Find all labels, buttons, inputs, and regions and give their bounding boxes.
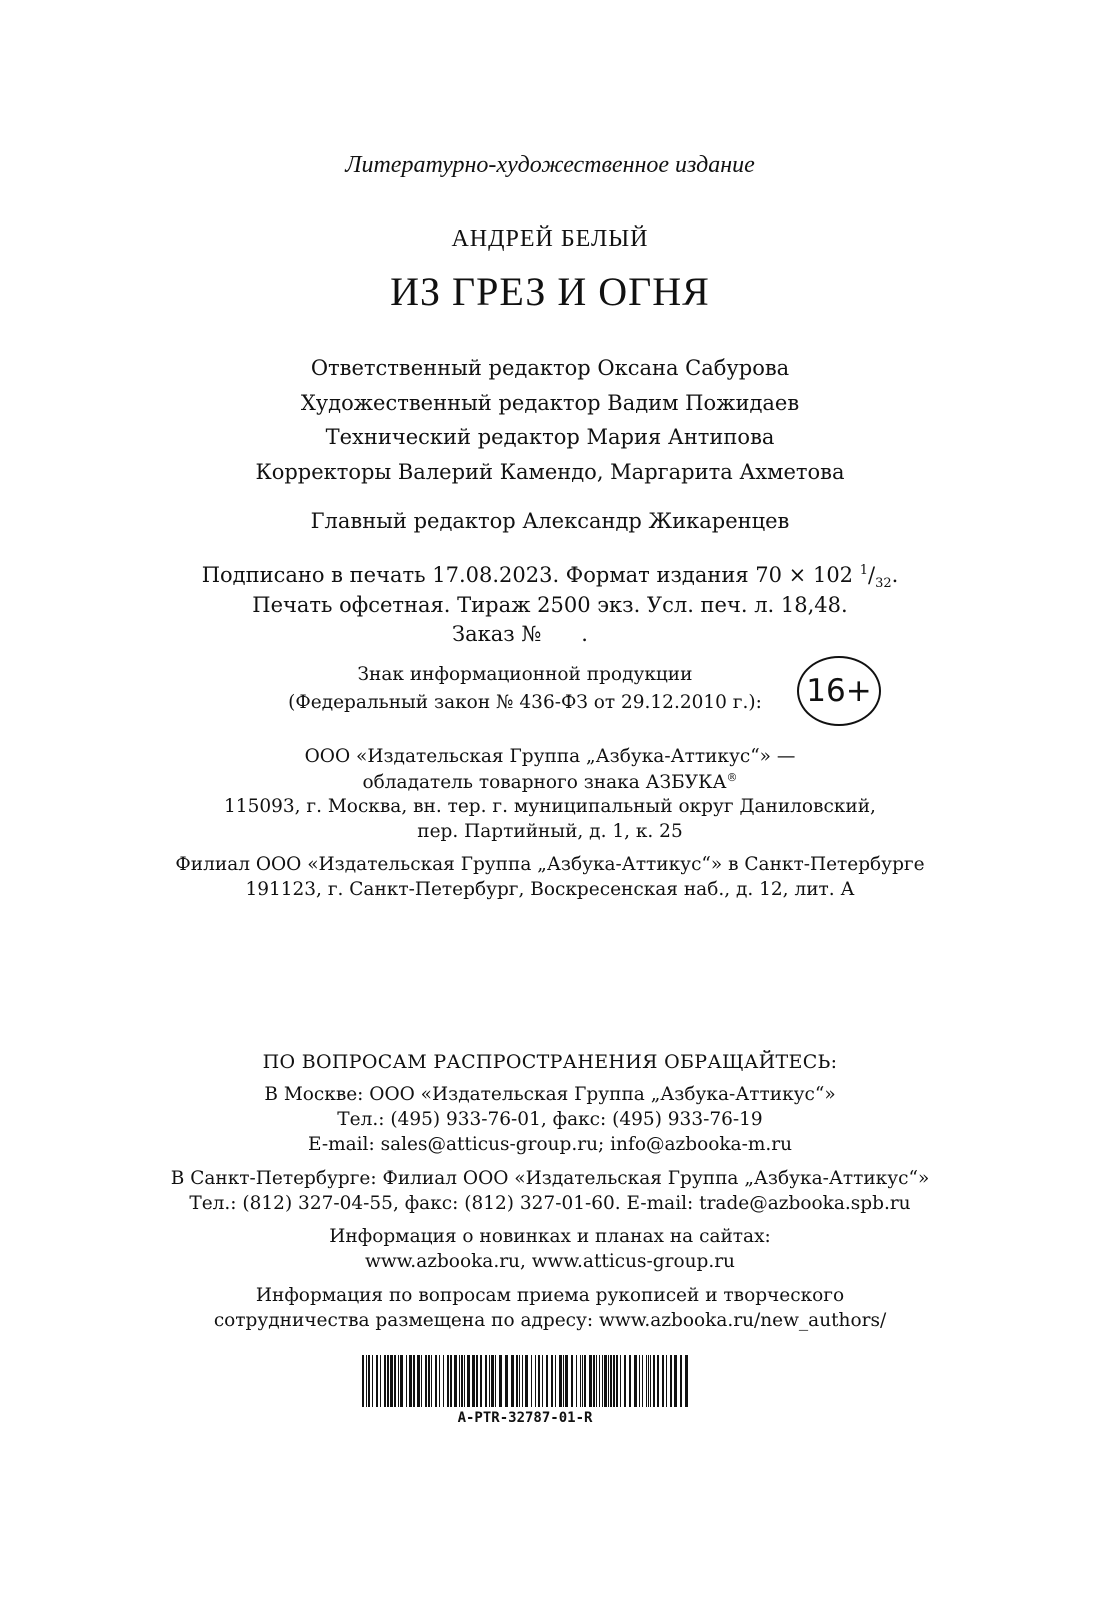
barcode-bar (499, 1355, 502, 1407)
barcode-bar (624, 1355, 626, 1407)
distribution-moscow-3: E-mail: sales@atticus-group.ru; info@azbooka-m.ru (307, 1134, 793, 1155)
barcode-bar (491, 1355, 494, 1407)
barcode-bar (447, 1355, 449, 1407)
barcode-bar (657, 1355, 659, 1407)
barcode-bar (384, 1355, 386, 1407)
chief-editor: Главный редактор Александр Жикаренцев (310, 509, 790, 533)
barcode-bar (461, 1355, 463, 1407)
barcode-bar (495, 1355, 496, 1407)
book-title: ИЗ ГРЕЗ И ОГНЯ (390, 269, 710, 314)
barcode-bar (571, 1355, 573, 1407)
edition-type: Литературно-художественное издание (345, 152, 755, 178)
barcode-bar (454, 1355, 457, 1407)
publisher-line-1: ООО «Издательская Группа „Азбука-Аттикус“» — (304, 746, 796, 767)
barcode-bar (599, 1355, 600, 1407)
barcode-bar (542, 1355, 543, 1407)
barcode-bar (593, 1355, 595, 1407)
age-sign-line-1b: Знак информационной продукции (357, 664, 693, 685)
barcode-bar (439, 1355, 440, 1407)
age-sign-line-2: (Федеральный закон № 436-ФЗ от 29.12.2010 г.): (288, 692, 762, 713)
barcode-bar (398, 1355, 399, 1407)
imprint-period: . (891, 563, 899, 587)
distribution-spb-2: Тел.: (812) 327-04-55, факс: (812) 327-01-60. E-mail: trade@azbooka.spb.ru (189, 1193, 911, 1214)
barcode-bar (443, 1355, 444, 1407)
barcode-bar (421, 1355, 422, 1407)
barcode-bar (413, 1355, 415, 1407)
barcode-bar (584, 1355, 586, 1407)
barcode-bar (400, 1355, 403, 1407)
barcode-bar (467, 1355, 470, 1407)
barcode-bar (431, 1355, 432, 1407)
order-number (0, 622, 1070, 646)
barcode-bar (409, 1355, 412, 1407)
barcode-bar (366, 1355, 367, 1407)
staff-line: Художественный редактор Вадим Пожидаев (300, 391, 800, 415)
barcode-label: A-PTR-32787-01-R (457, 1410, 593, 1426)
barcode-bar (394, 1355, 396, 1407)
order-period: . (581, 622, 588, 646)
trademark-text: обладатель товарного знака АЗБУКА (362, 772, 727, 794)
distribution-heading: ПО ВОПРОСАМ РАСПРОСТРАНЕНИЯ ОБРАЩАЙТЕСЬ: (262, 1051, 838, 1073)
distribution-moscow-1: В Москве: ООО «Издательская Группа „Азбука-Аттикус“» (264, 1084, 836, 1105)
barcode-bar (604, 1355, 607, 1407)
barcode-bar (616, 1355, 618, 1407)
barcode-bar (519, 1355, 520, 1407)
barcode-bar (450, 1355, 452, 1407)
barcode-bar (435, 1355, 437, 1407)
barcode-bar (538, 1355, 540, 1407)
barcode-bar (685, 1355, 688, 1407)
barcode-bar (480, 1355, 482, 1407)
barcode-bar (666, 1355, 667, 1407)
age-rating-badge: 16+ (797, 656, 881, 726)
barcode-bar (613, 1355, 615, 1407)
barcode-bar (525, 1355, 528, 1407)
manuscripts-line-1: Информация по вопросам приема рукописей и творческого (255, 1285, 845, 1306)
manuscripts-line-2: сотрудничества размещена по адресу: www.azbooka.ru/new_authors/ (213, 1310, 887, 1331)
imprint-line-1: Подписано в печать 17.08.2023. Формат издания 70 × 102 $^1/_{32}$. (201, 563, 899, 592)
barcode-bar (580, 1355, 581, 1407)
barcode-bar (476, 1355, 478, 1407)
imprint-line-2: Печать офсетная. Тираж 2500 экз. Усл. печ. л. 18,48. (252, 593, 848, 617)
barcode-bar (362, 1355, 364, 1407)
staff-line: Корректоры Валерий Камендо, Маргарита Ахметова (255, 460, 845, 484)
barcode-bar (559, 1355, 562, 1407)
barcode-bar (368, 1355, 370, 1407)
barcode-bar (531, 1355, 532, 1407)
barcode (360, 1355, 690, 1407)
barcode-bar (555, 1355, 556, 1407)
barcode-bar (406, 1355, 407, 1407)
barcode-bar (535, 1355, 536, 1407)
barcode-bar (459, 1355, 460, 1407)
order-label: Заказ № (452, 622, 542, 646)
barcode-bar (620, 1355, 621, 1407)
barcode-bar (582, 1355, 583, 1407)
registered-mark: ® (726, 771, 738, 784)
barcode-bar (650, 1355, 651, 1407)
barcode-bar (380, 1355, 381, 1407)
author-name: АНДРЕЙ БЕЛЫЙ (451, 226, 649, 252)
barcode-bar (642, 1355, 643, 1407)
fraction-numerator: 1 (859, 563, 868, 578)
barcode-bar (639, 1355, 640, 1407)
barcode-bar (489, 1355, 490, 1407)
barcode-bar (608, 1355, 609, 1407)
barcode-bar (596, 1355, 597, 1407)
barcode-bar (565, 1355, 568, 1407)
publisher-line-3: 115093, г. Москва, вн. тер. г. муниципальный округ Даниловский, (224, 796, 876, 817)
branch-line-1: Филиал ООО «Издательская Группа „Азбука-Аттикус“» в Санкт-Петербурге (175, 854, 925, 875)
barcode-bar (610, 1355, 612, 1407)
distribution-moscow-2: Тел.: (495) 933-76-01, факс: (495) 933-76-19 (337, 1109, 763, 1130)
barcode-bar (417, 1355, 420, 1407)
imprint-format: Подписано в печать 17.08.2023. Формат издания 70 × 102 (201, 563, 860, 587)
distribution-spb-1: В Санкт-Петербурге: Филиал ООО «Издательская Группа „Азбука-Аттикус“» (170, 1168, 930, 1189)
barcode-bar (674, 1355, 677, 1407)
fraction-denominator: 32 (875, 576, 892, 592)
barcode-bar (680, 1355, 682, 1407)
barcode-bar (511, 1355, 514, 1407)
barcode-bar (589, 1355, 592, 1407)
barcode-bar (634, 1355, 637, 1407)
barcode-bar (464, 1355, 465, 1407)
publisher-line-4: пер. Партийный, д. 1, к. 25 (417, 821, 683, 842)
barcode-bar (653, 1355, 655, 1407)
barcode-bar (425, 1355, 427, 1407)
staff-line: Ответственный редактор Оксана Сабурова (310, 356, 790, 380)
barcode-bar (522, 1355, 523, 1407)
barcode-bar (670, 1355, 672, 1407)
barcode-bar (376, 1355, 378, 1407)
staff-line: Технический редактор Мария Антипова (325, 425, 775, 449)
barcode-bar (602, 1355, 603, 1407)
barcode-bar (505, 1355, 508, 1407)
publisher-line-2 (0, 771, 1100, 793)
barcode-bar (428, 1355, 430, 1407)
barcode-bar (372, 1355, 373, 1407)
barcode-bar (390, 1355, 393, 1407)
barcode-bar (646, 1355, 647, 1407)
barcode-bar (576, 1355, 577, 1407)
info-line-2: www.azbooka.ru, www.atticus-group.ru (365, 1251, 735, 1272)
barcode-bar (516, 1355, 518, 1407)
barcode-bar (629, 1355, 631, 1407)
barcode-bar (472, 1355, 475, 1407)
barcode-bar (546, 1355, 548, 1407)
barcode-bar (563, 1355, 564, 1407)
barcode-bar (387, 1355, 389, 1407)
barcode-bar (551, 1355, 553, 1407)
barcode-bar (662, 1355, 664, 1407)
barcode-bar (485, 1355, 487, 1407)
branch-line-2: 191123, г. Санкт-Петербург, Воскресенская наб., д. 12, лит. А (245, 879, 855, 900)
barcode-bar (648, 1355, 649, 1407)
info-line-1: Информация о новинках и планах на сайтах: (329, 1226, 771, 1247)
